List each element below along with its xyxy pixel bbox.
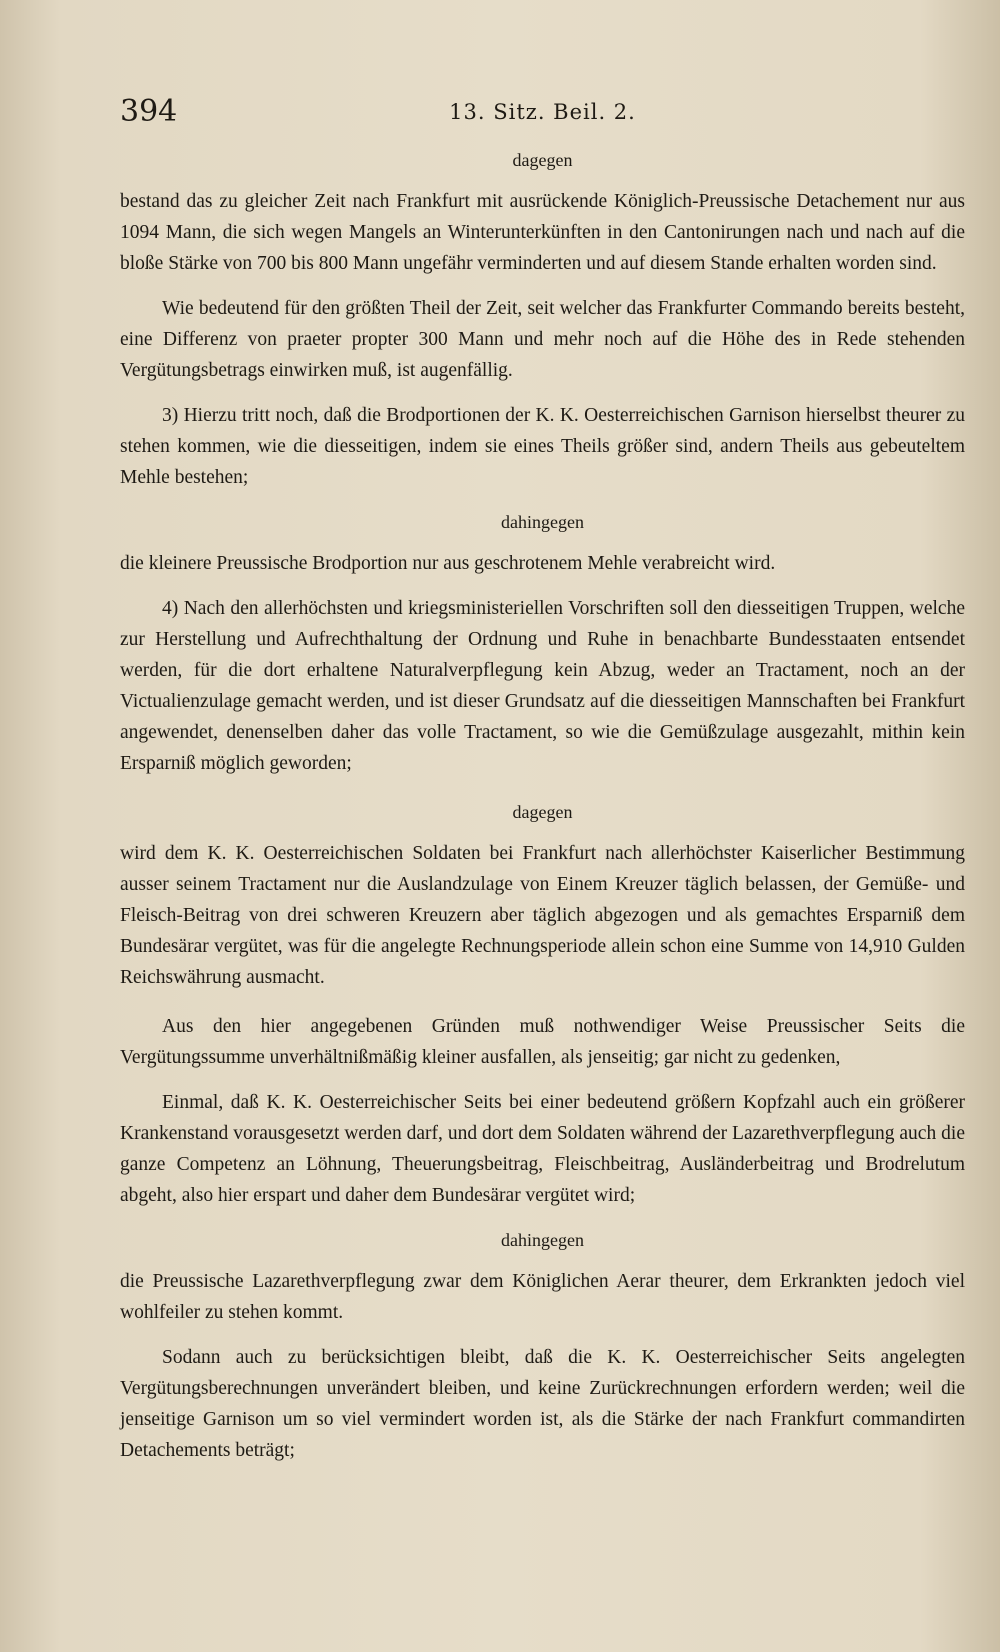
connector-dahingegen: dahingegen — [501, 512, 584, 532]
paragraph: wird dem K. K. Oesterreichischen Soldaten bei Frankfurt nach allerhöchster Kaiserlicher Bestimmung ausser seinem Tractament nur die Auslandzulage von Einem Kreuzer täglich belassen, der Gemüße- und Fleisch-Beitrag von drei schweren Kreuzern aber täglich abgezogen und als gemachtes Ersparniß dem Bundesärar vergütet, was für die angelegte Rechnungsperiode allein schon eine Summe von 14,910 Gulden Reichswährung ausmacht. — [120, 843, 965, 988]
paragraph: Einmal, daß K. K. Oesterreichischer Seits bei einer bedeutend größern Kopfzahl auch ein größerer Krankenstand vorausgesetzt werden darf, und dort dem Soldaten während der Lazarethverpflegung auch die ganze Competenz an Löhnung, Theuerungsbeitrag, Fleischbeitrag, Ausländerbeitrag und Brodrelutum abgeht, also hier erspart und daher dem Bundesärar vergütet wird; — [120, 1092, 965, 1206]
page-number: 394 — [120, 94, 178, 129]
paragraph: die Preussische Lazarethverpflegung zwar dem Königlichen Aerar theurer, dem Erkrankten jedoch viel wohlfeiler zu stehen kommt. — [120, 1271, 965, 1323]
paragraph-point-3: 3) Hierzu tritt noch, daß die Brodportionen der K. K. Oesterreichischen Garnison hierselbst theurer zu stehen kommen, wie die diesseitigen, indem sie eines Theils größer sind, andern Theils aus gebeuteltem Mehle bestehen; — [120, 405, 965, 488]
paragraph-point-4: 4) Nach den allerhöchsten und kriegsministeriellen Vorschriften soll den diesseitigen Truppen, welche zur Herstellung und Aufrechthaltung der Ordnung und Ruhe in benachbarte Bundesstaaten entsendet werden, für die dort erhaltene Naturalverpflegung kein Abzug, weder an Tractament, noch an der Victualienzulage gemacht werden, und ist dieser Grundsatz auf die diesseitigen Mannschaften bei Frankfurt angewendet, denenselben daher das volle Tractament, so wie die Gemüßzulage ausgezahlt, mithin kein Ersparniß möglich geworden; — [120, 598, 965, 774]
connector-dagegen: dagegen — [512, 150, 573, 170]
paragraph: die kleinere Preussische Brodportion nur aus geschrotenem Mehle verabreicht wird. — [120, 553, 776, 574]
body-text — [120, 145, 965, 1480]
connector-dagegen: dagegen — [512, 802, 573, 822]
paragraph: Sodann auch zu berücksichtigen bleibt, daß die K. K. Oesterreichischer Seits angelegten Vergütungsberechnungen unverändert bleiben, und keine Zurückrechnungen erfordern werden; weil die jenseitige Garnison um so viel vermindert worden ist, als die Stärke der nach Frankfurt commandirten Detachements beträgt; — [120, 1347, 965, 1461]
paragraph: bestand das zu gleicher Zeit nach Frankfurt mit ausrückende Königlich-Preussische Detachement nur aus 1094 Mann, die sich wegen Mangels an Winterunterkünften in den Cantonirungen nach und nach auf die bloße Stärke von 700 bis 800 Mann ungefähr verminderten und auf diesem Stande erhalten worden sind. — [120, 191, 965, 274]
paragraph: Wie bedeutend für den größten Theil der Zeit, seit welcher das Frankfurter Commando bereits besteht, eine Differenz von praeter propter 300 Mann und mehr noch auf die Höhe des in Rede stehenden Vergütungsbetrags einwirken muß, ist augenfällig. — [120, 298, 965, 381]
paragraph: Aus den hier angegebenen Gründen muß nothwendiger Weise Preussischer Seits die Vergütungssumme unverhältnißmäßig kleiner ausfallen, als jenseitig; gar nicht zu gedenken, — [120, 1016, 965, 1068]
page-header — [120, 92, 965, 132]
connector-dahingegen: dahingegen — [501, 1230, 584, 1250]
running-head: 13. Sitz. Beil. 2. — [449, 100, 636, 124]
